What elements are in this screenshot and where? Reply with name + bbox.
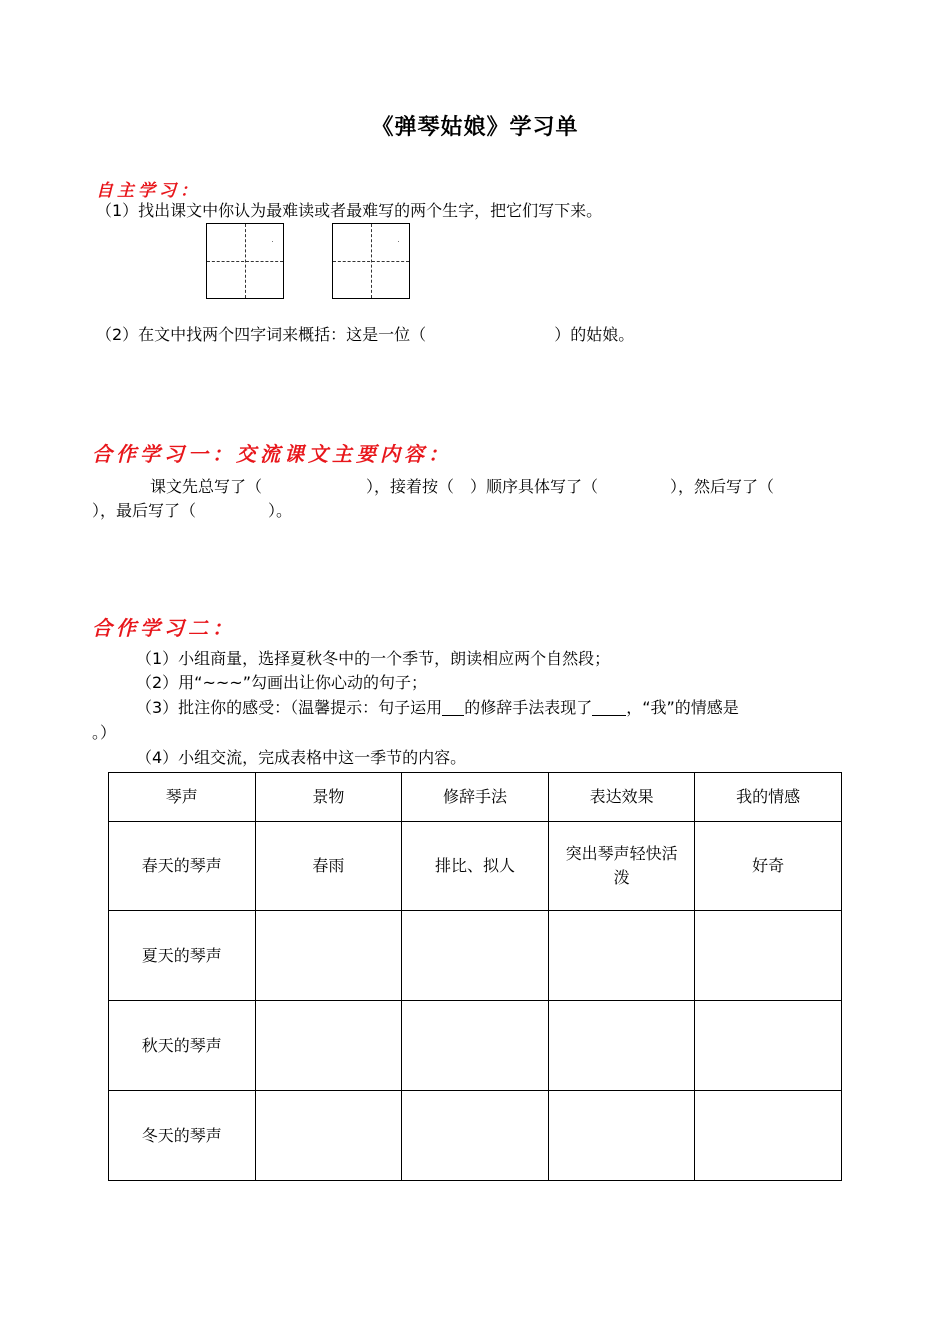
row-label-cell: 夏天的琴声: [109, 911, 256, 1001]
table-cell: 排比、拟人: [402, 822, 549, 911]
section-heading-coop-2: 合作学习二：: [92, 616, 236, 640]
table-row: [109, 822, 842, 911]
section-heading-coop-1: 合作学习一：交流课文主要内容：: [92, 442, 452, 466]
table-cell: 好奇: [695, 822, 842, 911]
section-heading-self-study: 自主学习：: [96, 181, 201, 201]
table-cell: 突出琴声轻快活泼: [548, 822, 695, 911]
grid-mark: [398, 241, 399, 242]
grid-dash-vertical: [371, 224, 372, 298]
grid-dash-vertical: [245, 224, 246, 298]
question-2: [96, 323, 634, 347]
header-cell: 景物: [255, 773, 402, 822]
table-cell[interactable]: [548, 1001, 695, 1091]
header-cell: 我的情感: [695, 773, 842, 822]
step-1: （1）小组商量，选择夏秋冬中的一个季节，朗读相应两个自然段；: [136, 649, 611, 668]
table-cell[interactable]: [402, 1091, 549, 1181]
summary-text-4: ），然后写了（: [670, 477, 775, 496]
table-cell[interactable]: [548, 911, 695, 1001]
table-cell[interactable]: [402, 1001, 549, 1091]
season-table: [108, 772, 842, 1181]
summary-line-2: [92, 499, 292, 523]
writing-grid-box-2[interactable]: [332, 223, 410, 299]
table-row: [109, 1091, 842, 1181]
question-1: （1）找出课文中你认为最难读或者最难写的两个生字，把它们写下来。: [96, 201, 603, 220]
page-title: 《弹琴姑娘》学习单: [371, 115, 579, 140]
step-4: （4）小组交流，完成表格中这一季节的内容。: [136, 748, 467, 767]
answer-underline-rhetoric[interactable]: [442, 697, 464, 716]
answer-underline-expression[interactable]: [592, 697, 626, 716]
table-cell[interactable]: [695, 1091, 842, 1181]
grid-mark: [272, 241, 273, 242]
table-row: [109, 1001, 842, 1091]
table-cell[interactable]: [255, 911, 402, 1001]
table-cell: 春雨: [255, 822, 402, 911]
step-2: （2）用“~~~”勾画出让你心动的句子；: [136, 673, 427, 692]
table-cell[interactable]: [402, 911, 549, 1001]
summary-line-1: [150, 475, 774, 499]
step-3-text-b: 的修辞手法表现了: [464, 698, 593, 717]
step-3-text-a: （3）批注你的感受：（温馨提示：句子运用: [136, 698, 443, 717]
step-3-end: 。）: [92, 723, 117, 742]
question-2-text-a: （2）在文中找两个四字词来概括：这是一位（: [96, 325, 427, 344]
row-label-cell: 秋天的琴声: [109, 1001, 256, 1091]
table-cell[interactable]: [548, 1091, 695, 1181]
table-cell[interactable]: [255, 1001, 402, 1091]
step-3-text-c: ，“我”的情感是: [626, 698, 739, 717]
row-label-cell: 冬天的琴声: [109, 1091, 256, 1181]
step-3: [136, 696, 739, 720]
row-label-cell: 春天的琴声: [109, 822, 256, 911]
table-row: [109, 911, 842, 1001]
header-cell: 修辞手法: [402, 773, 549, 822]
summary-text-5: ），最后写了（: [92, 501, 197, 520]
table-cell[interactable]: [255, 1091, 402, 1181]
summary-text-3: ）顺序具体写了（: [470, 477, 599, 496]
table-header-row: [109, 773, 842, 822]
table-cell[interactable]: [695, 1001, 842, 1091]
writing-grid-box-1[interactable]: [206, 223, 284, 299]
summary-text-6: ）。: [268, 501, 293, 520]
header-cell: 表达效果: [548, 773, 695, 822]
table-cell[interactable]: [695, 911, 842, 1001]
question-2-text-b: ）的姑娘。: [554, 325, 635, 344]
summary-text-1: 课文先总写了（: [150, 477, 263, 496]
header-cell: 琴声: [109, 773, 256, 822]
summary-text-2: ），接着按（: [366, 477, 455, 496]
